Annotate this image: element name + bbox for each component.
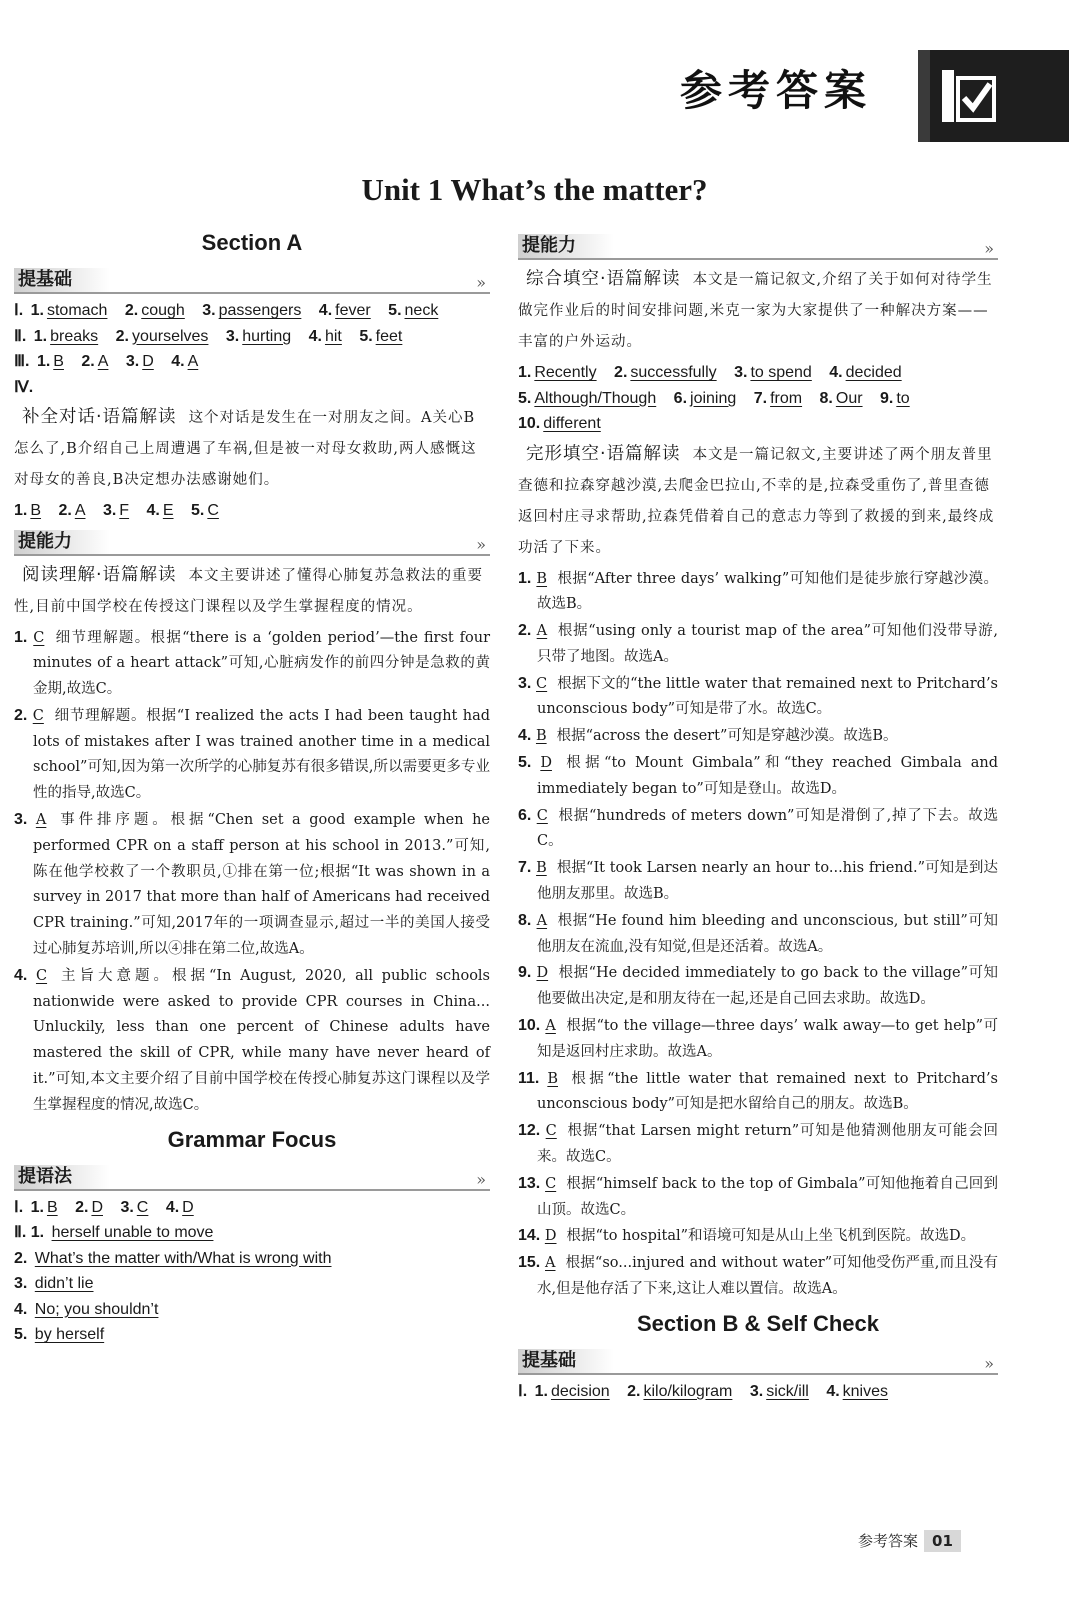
chevron-right-icon: » — [476, 1169, 486, 1189]
page-number: 01 — [924, 1530, 961, 1552]
checkbox-icon — [940, 68, 998, 124]
passage-intro-completion: 完形填空·语篇解读 本文是一篇记叙文,主要讲述了两个朋友普里查德和拉森穿越沙漠,去爬金巴拉山,不幸的是,拉森受重伤了,普里查德返回村庄寻求帮助,拉森凭借着自己的意志力等到了救援的到来,最终成功活了下来。 — [518, 443, 995, 556]
explanation-item: 8. A 根据“He found him bleeding and unconscious, but still”可知他朋友在流血,没有知觉,但是还活着。故选A。 — [518, 911, 999, 955]
explanation-item: 15. A 根据“so...injured and without water”可知他受伤严重,而且没有水,但是他存活了下来,这让人难以置信。故选A。 — [518, 1254, 998, 1298]
explanation-item: 1. C 细节理解题。根据“there is a ‘golden period’—the first four minutes of a heart attack”可知,心脏病发作的前四分钟是急救的黄金期,故选C。 — [14, 628, 491, 698]
section-a-title: Section A — [201, 230, 303, 255]
explanation-item: 13. C 根据“himself back to the top of Gimbala”可知他拖着自己回到山顶。故选C。 — [518, 1174, 999, 1218]
explanation-item: 2. A 根据“using only a tourist map of the area”可知他们没带导游,只带了地图。故选A。 — [518, 622, 998, 665]
chevron-right-icon: » — [476, 273, 486, 292]
passage-intro-cloze: 综合填空·语篇解读 本文是一篇记叙文,介绍了关于如何对待学生做完作业后的时间安排问题,米克一家为大家提供了一种解决方案——丰富的户外运动。 — [518, 269, 993, 350]
page-header-title: 参考答案 — [680, 66, 873, 115]
explanation-item: 9. D 根据“He decided immediately to go back to the village”可知他要做出决定,是和朋友待在一起,还是自己回去求助。故选D。 — [518, 964, 999, 1008]
fill-row-1: 1. Recently 2. successfully 3. to spend 4. decided — [518, 364, 902, 381]
fill-row-2: 5. Although/Though 6. joining 7. from 8. Our 9. to — [518, 389, 910, 407]
section-bar-tiyufa: 提语法 » — [14, 1163, 490, 1191]
unit-title: Unit 1 What’s the matter? — [361, 172, 708, 207]
explanation-item: 11. B 根据“the little water that remained next to Pritchard’s unconscious body”可知是把水留给自己的朋友。故选B。 — [518, 1069, 999, 1113]
section-b-title: Section B & Self Check — [636, 1310, 880, 1336]
explanation-item: 6. C 根据“hundreds of meters down”可知是滑倒了,掉了下去。故选C。 — [518, 806, 999, 850]
explanation-item: 4. C 主旨大意题。根据“In August, 2020, all public schools nationwide were asked to provide CPR courses in China... Unluckily, less than one percent of Chinese adults have mastered the skill of CPR, while many have never heard of it.”可知,本文主要介绍了目前中国学校在传授心肺复苏这门课程以及学生掌握程度的情况,故选C。 — [14, 966, 491, 1113]
passage-intro-dialogue: 补全对话·语篇解读 这个对话是发生在一对朋友之间。A关心B怎么了,B介绍自己上周遭遇了车祸,但是被一对母女救助,两人感慨这对母女的善良,B决定想办法感谢她们。 — [14, 407, 477, 488]
grammar-focus-title: Grammar Focus — [167, 1126, 337, 1152]
explanation-item: 4. B 根据“across the desert”可知是穿越沙漠。故选B。 — [518, 727, 898, 745]
explanation-item: 7. B 根据“It took Larsen nearly an hour to...his friend.”可知是到达他朋友那里。故选B。 — [518, 859, 998, 903]
grammar-row: 2. What’s the matter with/What is wrong with — [14, 1249, 332, 1267]
header-decoration — [918, 50, 1069, 142]
grammar-row: 4. No; you shouldn’t — [14, 1300, 159, 1318]
fill-row-3: 10. different — [518, 415, 601, 432]
explanation-item: 5. D 根据“to Mount Gimbala”和“they reached Gimbala and immediately began to”可知是登山。故选D。 — [518, 754, 998, 797]
chevron-right-icon: » — [984, 239, 994, 258]
chevron-right-icon: » — [476, 534, 486, 554]
answer-row-3: Ⅲ. 1. B 2. A 3. D 4. A — [14, 353, 199, 370]
left-column — [14, 228, 490, 1348]
right-column — [518, 228, 998, 1404]
grammar-row: 5. by herself — [14, 1326, 105, 1344]
page-footer: 参考答案 01 — [858, 1530, 961, 1551]
section-b-row-1: Ⅰ. 1. decision 2. kilo/kilogram 3. sick/ill 4. knives — [518, 1382, 889, 1400]
explanation-item: 3. C 根据下文的“the little water that remained next to Pritchard’s unconscious body”可知是带了水。故选C。 — [518, 674, 998, 718]
answer-row-1: Ⅰ. 1. stomach 2. cough 3. passengers 4. fever 5. neck — [14, 302, 439, 319]
explanation-item: 14. D 根据“to hospital”和语境可知是从山上坐飞机到医院。故选D。 — [518, 1227, 976, 1245]
explanation-item: 12. C 根据“that Larsen might return”可知是他猜测他朋友可能会回来。故选C。 — [518, 1122, 998, 1166]
section-bar-tijichu-right: 提基础 » — [518, 1347, 998, 1375]
explanation-item: 2. C 细节理解题。根据“I realized the acts I had been taught had lots of mistakes after I was trained another time in a medical school”可知,因为第一次所学的心肺复苏有很多错误,所以需要更多专业性的指导,故选C。 — [14, 706, 491, 802]
explanation-item: 3. A 事件排序题。根据“Chen set a good example when he performed CPR on a staff person at his school in 2013.”可知,陈在他学校救了一个教职员,①排在第一位;根据“It was shown in a survey in 2017 that more than half of Americans had received CPR training.”可知,2017年的一项调查显示,超过一半的美国人接受过心肺复苏培训,所以④排在第二位,故选A。 — [14, 811, 490, 958]
chevron-right-icon: » — [984, 1353, 994, 1373]
answer-row-2: Ⅱ. 1. breaks 2. yourselves 3. hurting 4. hit 5. feet — [14, 327, 403, 345]
passage-intro-reading: 阅读理解·语篇解读 本文主要讲述了懂得心肺复苏急救法的重要性,目前中国学校在传授这门课程以及学生掌握程度的情况。 — [14, 564, 484, 615]
grammar-row: 3. didn’t lie — [14, 1275, 94, 1293]
section-bar-tinengli-right: 提能力 » — [518, 232, 998, 260]
explanation-item: 10. A 根据“to the village—three days’ walk away—to get help”可知是返回村庄求助。故选A。 — [518, 1017, 999, 1060]
grammar-row-1: Ⅰ. 1. B 2. D 3. C 4. D — [14, 1198, 194, 1216]
section-bar-tinengli: 提能力 » — [14, 528, 490, 556]
answer-row-5: 1. B 2. A 3. F 4. E 5. C — [14, 502, 219, 519]
explanation-item: 1. B 根据“After three days’ walking”可知他们是徒步旅行穿越沙漠。故选B。 — [518, 569, 999, 613]
section-bar-tijichu: 提基础 » — [14, 266, 490, 294]
grammar-row: Ⅱ. 1. herself unable to move — [14, 1224, 214, 1242]
answer-row-4: Ⅳ. — [14, 378, 34, 396]
